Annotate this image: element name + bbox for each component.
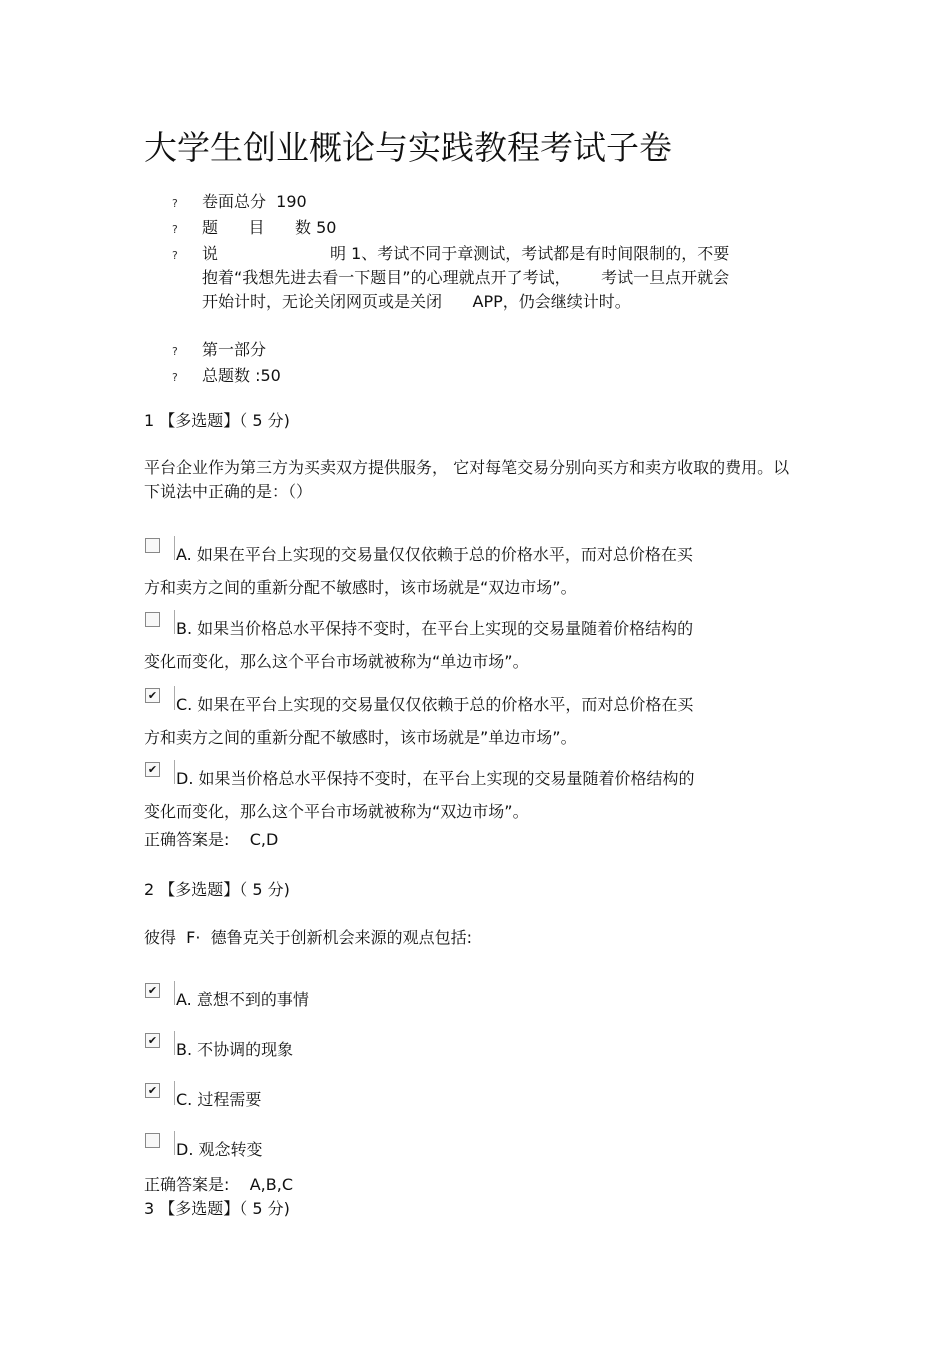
option-b[interactable]: [144, 1033, 784, 1061]
option-text: A. 如果在平台上实现的交易量仅仅依赖于总的价格水平，而对总价格在买: [176, 545, 693, 564]
part-count: 总题数 :50: [202, 366, 281, 385]
option-text: 方和卖方之间的重新分配不敏感时，该市场就是”单边市场”。: [144, 728, 577, 747]
option-text: C. 过程需要: [176, 1090, 262, 1109]
part-title: 第一部分: [202, 340, 267, 359]
divider: [174, 1131, 175, 1155]
desc-line3: 开始计时，无论关闭网页或是关闭 APP，仍会继续计时。: [202, 292, 631, 311]
option-text: 方和卖方之间的重新分配不敏感时，该市场就是“双边市场”。: [144, 578, 577, 597]
option-d[interactable]: [144, 762, 784, 823]
exam-meta: [172, 190, 812, 390]
meta-row-part-count: [172, 364, 812, 390]
correct-answer: 正确答案是: A,B,C: [144, 1175, 294, 1194]
option-text: D. 观念转变: [176, 1140, 263, 1159]
question-stem: 彼得 F· 德鲁克关于创新机会来源的观点包括:: [144, 928, 473, 947]
bullet-icon: ?: [172, 223, 178, 236]
question-count: 题 目 数 50: [202, 218, 337, 237]
question-header: 1 【多选题】（ 5 分): [144, 411, 290, 430]
option-text: B. 不协调的现象: [176, 1040, 294, 1059]
checkbox-icon[interactable]: [145, 612, 160, 627]
desc-line2: 抱着“我想先进去看一下题目”的心理就点开了考试， 考试一旦点开就会: [202, 268, 730, 287]
option-b[interactable]: [144, 612, 784, 673]
divider: [174, 760, 175, 784]
total-score: 卷面总分 190: [202, 192, 307, 211]
divider: [174, 686, 175, 710]
desc-label: 说: [202, 244, 219, 263]
checkbox-checked-icon[interactable]: ✔: [145, 983, 160, 998]
option-c[interactable]: [144, 688, 784, 749]
option-a[interactable]: [144, 538, 784, 599]
page-title: 大学生创业概论与实践教程考试子卷: [144, 128, 672, 167]
option-d[interactable]: [144, 1133, 784, 1161]
option-c[interactable]: [144, 1083, 784, 1111]
divider: [174, 610, 175, 634]
option-text: C. 如果在平台上实现的交易量仅仅依赖于总的价格水平，而对总价格在买: [176, 695, 694, 714]
correct-answer: 正确答案是: C,D: [144, 830, 279, 849]
meta-row-count: [172, 216, 812, 242]
desc-line1: 明 1、考试不同于章测试，考试都是有时间限制的，不要: [330, 244, 730, 263]
option-text: 变化而变化，那么这个平台市场就被称为“双边市场”。: [144, 802, 529, 821]
bullet-icon: ?: [172, 197, 178, 210]
bullet-icon: ?: [172, 345, 178, 358]
question-stem: 平台企业作为第三方为买卖双方提供服务， 它对每笔交易分别向买方和卖方收取的费用。以下说法中正确的是：（）: [144, 458, 790, 501]
checkbox-checked-icon[interactable]: ✔: [145, 688, 160, 703]
bullet-icon: ?: [172, 249, 178, 262]
divider: [174, 981, 175, 1005]
description: [202, 242, 812, 314]
option-text: A. 意想不到的事情: [176, 990, 309, 1009]
option-text: 变化而变化，那么这个平台市场就被称为“单边市场”。: [144, 652, 529, 671]
divider: [174, 536, 175, 560]
divider: [174, 1081, 175, 1105]
checkbox-icon[interactable]: [145, 1133, 160, 1148]
question-header: 3 【多选题】（ 5 分): [144, 1199, 290, 1218]
meta-row-desc: [172, 242, 812, 314]
option-a[interactable]: [144, 983, 784, 1011]
checkbox-checked-icon[interactable]: ✔: [145, 1083, 160, 1098]
checkbox-icon[interactable]: [145, 538, 160, 553]
option-text: D. 如果当价格总水平保持不变时，在平台上实现的交易量随着价格结构的: [176, 769, 695, 788]
meta-row-part: [172, 338, 812, 364]
bullet-icon: ?: [172, 371, 178, 384]
option-text: B. 如果当价格总水平保持不变时，在平台上实现的交易量随着价格结构的: [176, 619, 694, 638]
question-header: 2 【多选题】（ 5 分): [144, 880, 290, 899]
divider: [174, 1031, 175, 1055]
meta-row-total: [172, 190, 812, 216]
checkbox-checked-icon[interactable]: ✔: [145, 1033, 160, 1048]
checkbox-checked-icon[interactable]: ✔: [145, 762, 160, 777]
